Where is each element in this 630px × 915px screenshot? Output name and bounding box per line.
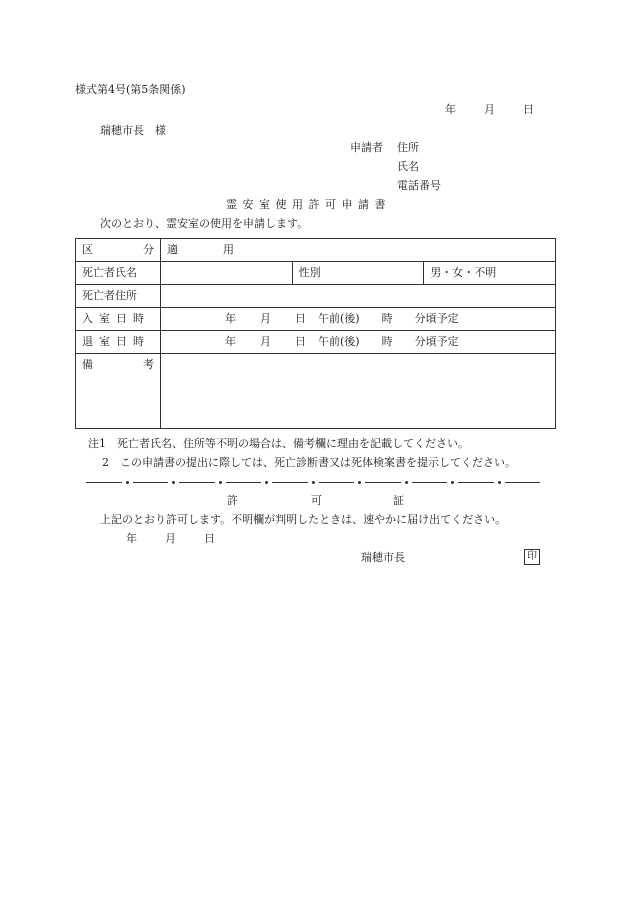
category-value-right: 用 [223, 243, 234, 256]
exit-datetime-field[interactable] [161, 331, 556, 354]
remarks-field[interactable] [161, 354, 556, 429]
category-value-left: 適 [167, 243, 178, 256]
category-label-left: 区 [82, 243, 93, 256]
permit-date [126, 532, 215, 546]
form-title: 霊 安 室 使 用 許 可 申 請 書 [226, 198, 387, 211]
exit-label: 退室日時 [76, 331, 161, 354]
entry-month: 月 [260, 312, 271, 325]
exit-year: 年 [225, 335, 236, 348]
permit-title-char-2: 可 [311, 494, 322, 507]
category-label-right: 分 [143, 243, 154, 256]
gender-label: 性別 [292, 262, 424, 285]
note-2: 2 この申請書の提出に際しては、死亡診断書又は死体検案書を提示してください。 [102, 456, 516, 469]
date-year: 年 [445, 103, 456, 116]
entry-year: 年 [225, 312, 236, 325]
table-row-deceased-address [76, 285, 556, 308]
category-value-cell [161, 239, 556, 262]
deceased-name-field[interactable] [161, 262, 293, 285]
exit-day: 日 [295, 335, 306, 348]
entry-label: 入室日時 [76, 308, 161, 331]
addressee: 瑞穂市長 様 [100, 124, 166, 137]
exit-minute: 分頃予定 [414, 335, 459, 348]
applicant-address-label: 住所 [397, 141, 419, 154]
note-1: 注1 死亡者氏名、住所等不明の場合は、備考欄に理由を記載してください。 [88, 437, 469, 450]
date-day: 日 [523, 103, 534, 116]
application-date [445, 103, 534, 117]
table-row-entry [76, 308, 556, 331]
permit-date-day: 日 [204, 532, 215, 545]
permit-date-year: 年 [126, 532, 137, 545]
deceased-name-label: 死亡者氏名 [76, 262, 161, 285]
permit-date-month: 月 [165, 532, 176, 545]
permit-text: 上記のとおり許可します。不明欄が判明したときは、速やかに届け出てください。 [100, 513, 507, 526]
exit-month: 月 [260, 335, 271, 348]
entry-hour: 時 [381, 312, 393, 325]
remarks-label-left: 備 [82, 358, 93, 371]
permit-title-char-3: 証 [393, 494, 404, 507]
exit-ampm: 午前(後) [318, 335, 360, 348]
form-number: 様式第4号(第5条関係) [75, 83, 186, 96]
entry-ampm: 午前(後) [318, 312, 360, 325]
deceased-address-field[interactable] [161, 285, 556, 308]
deceased-address-label: 死亡者住所 [76, 285, 161, 308]
application-table [75, 238, 556, 429]
cut-line-divider [82, 475, 544, 489]
applicant-name-label: 氏名 [397, 160, 419, 173]
table-row-category [76, 239, 556, 262]
remarks-label-cell [76, 354, 161, 429]
exit-hour: 時 [381, 335, 393, 348]
table-row-remarks [76, 354, 556, 429]
intro-text: 次のとおり、霊安室の使用を申請します。 [100, 217, 309, 230]
entry-datetime-field[interactable] [161, 308, 556, 331]
date-month: 月 [484, 103, 495, 116]
gender-options[interactable]: 男・女・不明 [424, 262, 556, 285]
remarks-label-right: 考 [143, 358, 154, 371]
applicant-label: 申請者 [350, 141, 383, 154]
seal-mark: 印 [524, 549, 540, 565]
entry-minute: 分頃予定 [414, 312, 459, 325]
applicant-phone-label: 電話番号 [397, 179, 441, 192]
category-label-cell [76, 239, 161, 262]
permit-issuer: 瑞穂市長 [361, 551, 405, 564]
entry-day: 日 [295, 312, 306, 325]
table-row-deceased-name [76, 262, 556, 285]
table-row-exit [76, 331, 556, 354]
permit-title-char-1: 許 [227, 494, 238, 507]
